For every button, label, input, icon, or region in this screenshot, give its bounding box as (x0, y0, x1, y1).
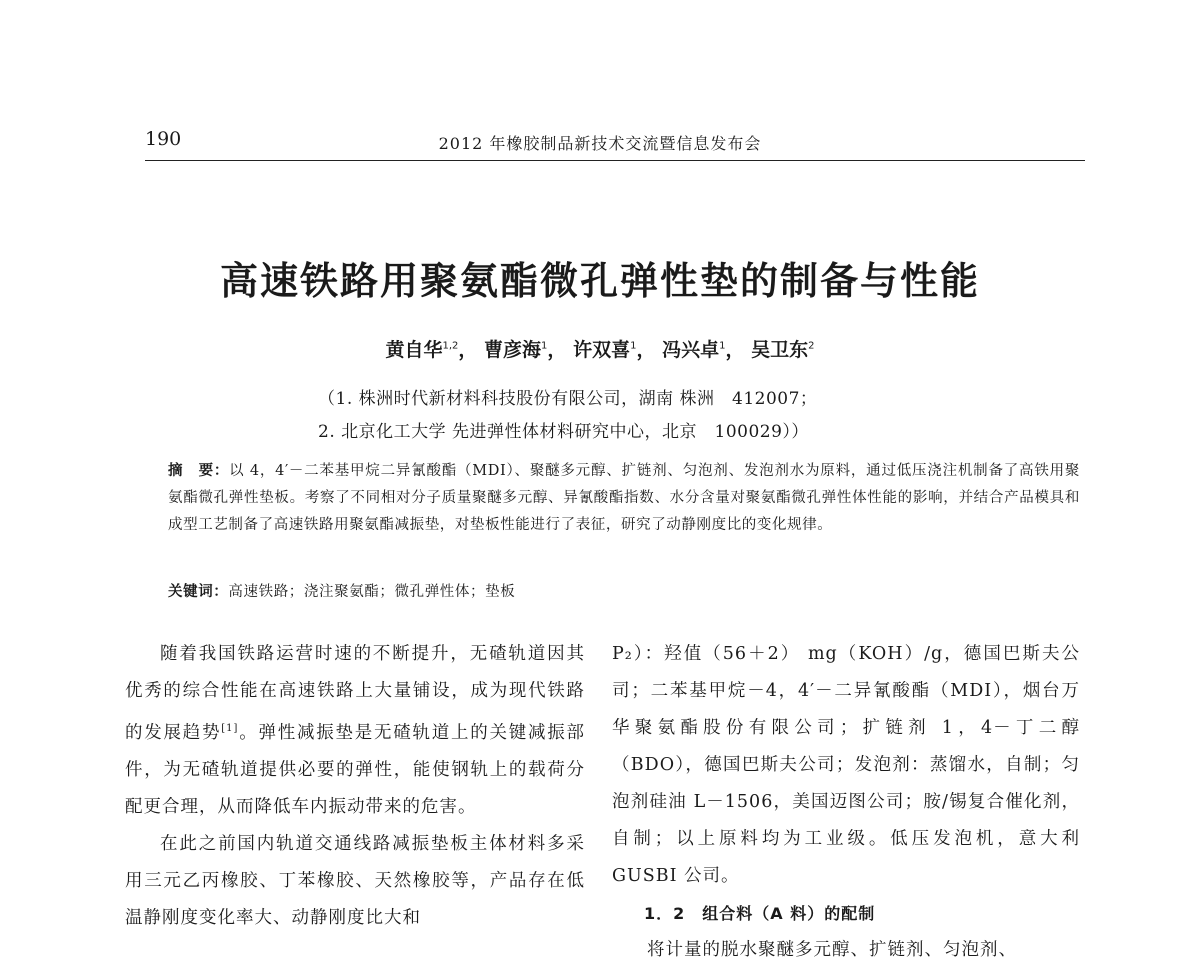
paper-title: 高速铁路用聚氨酯微孔弹性垫的制备与性能 (219, 259, 980, 303)
page-number: 190 (145, 128, 182, 150)
paragraph-text: 。弹性减振垫是无碴轨道上的关键减振部件，为无碴轨道提供必要的弹性，能使钢轨上的载荷分配更合理，从而降低车内振动带来的危害。 (125, 722, 586, 817)
keywords-text: 高速铁路；浇注聚氨酯；微孔弹性体；垫板 (228, 584, 516, 600)
body-paragraph (125, 636, 585, 826)
keywords (168, 580, 515, 601)
header-rule (145, 160, 1085, 161)
author-name: 黄自华 (385, 339, 443, 361)
author-affil-sup: 1 (630, 340, 637, 352)
abstract-text: 以 4，4′－二苯基甲烷二异氰酸酯（MDI）、聚醚多元醇、扩链剂、匀泡剂、发泡剂水为原料，通过低压浇注机制备了高铁用聚氨酯微孔弹性垫板。考察了不同相对分子质量聚醚多元醇、异氰酸酯指数、水分含量对聚氨酯微孔弹性体性能的影响，并结合产品模具和成型工艺制备了高速铁路用聚氨酯减振垫，对垫板性能进行了表征，研究了动静刚度比的变化规律。 (168, 463, 1080, 533)
author-sep: ， (458, 339, 478, 361)
author-sep: ， (547, 339, 567, 361)
body-column-right (612, 636, 1080, 969)
affiliation-1: （1. 株洲时代新材料科技股份有限公司，湖南 株洲 412007； (318, 389, 818, 409)
keywords-label: 关键词： (168, 584, 229, 600)
author-name: 冯兴卓 (662, 339, 720, 361)
author-name: 许双喜 (573, 339, 631, 361)
abstract (168, 458, 1080, 539)
author-name: 吴卫东 (751, 339, 809, 361)
body-paragraph: 将计量的脱水聚醚多元醇、扩链剂、匀泡剂、 (647, 940, 1017, 960)
citation-ref: [1] (221, 723, 239, 734)
running-header: 2012 年橡胶制品新技术交流暨信息发布会 (438, 134, 762, 153)
author-affil-sup: 2 (808, 340, 815, 352)
affiliation-2: 2. 北京化工大学 先进弹性体材料研究中心，北京 100029）） (318, 422, 809, 442)
author-affil-sup: 1 (719, 340, 726, 352)
body-paragraph: P₂）：羟值（56＋2） mg（KOH）/g，德国巴斯夫公司；二苯基甲烷－4，4′－二异氰酸酯（MDI），烟台万华聚氨酯股份有限公司；扩链剂 1，4－丁二醇（BDO），德国巴斯夫公司；发泡剂：蒸馏水，自制；匀泡剂硅油 L－1506，美国迈图公司；胺/锡复合催化剂，自制；以上原料均为工业级。低压发泡机，意大利 GUSBI 公司。 (612, 644, 1080, 886)
body-paragraph: 在此之前国内轨道交通线路减振垫板主体材料多采用三元乙丙橡胶、丁苯橡胶、天然橡胶等，产品存在低温静刚度变化率大、动静刚度比大和 (125, 833, 585, 928)
author-name: 曹彦海 (484, 339, 542, 361)
abstract-label: 摘 要： (168, 463, 230, 479)
author-list (0, 335, 1200, 362)
author-affil-sup: 1 (541, 340, 548, 352)
body-column-left (125, 636, 585, 937)
section-heading: 1．2 组合料（A 料）的配制 (644, 904, 876, 923)
author-sep: ， (725, 339, 745, 361)
author-sep: ， (636, 339, 656, 361)
paragraph-text: 随着我国铁路运营时速的不断提升，无碴轨道因其优秀的综合性能在高速铁路上大量铺设，成为现代铁路的发展趋势 (125, 644, 585, 743)
author-affil-sup: 1,2 (442, 340, 459, 352)
